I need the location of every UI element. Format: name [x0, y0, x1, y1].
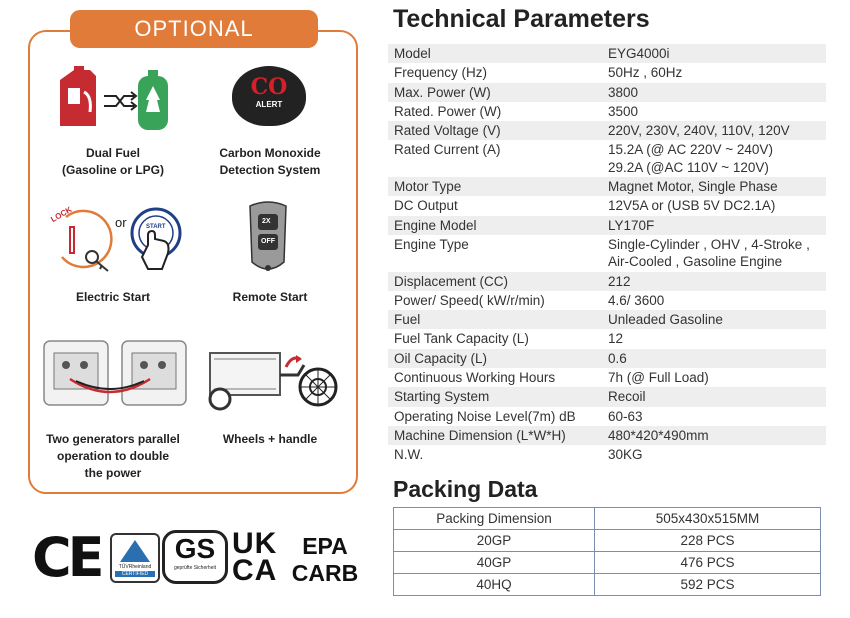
spec-value	[602, 426, 826, 445]
spec-row	[388, 329, 826, 348]
spec-value	[602, 44, 826, 63]
spec-key: Fuel Tank Capacity (L)	[394, 331, 529, 347]
spec-key: Continuous Working Hours	[394, 370, 556, 386]
spec-value-line: LY170F	[608, 217, 655, 233]
feature-remote-start-label: Remote Start	[232, 290, 308, 304]
spec-row	[388, 426, 826, 445]
spec-value	[602, 235, 826, 272]
packing-row	[394, 530, 821, 552]
spec-value-line: 4.6/ 3600	[608, 292, 665, 308]
spec-value-line: 15.2A (@ AC 220V ~ 240V)	[608, 142, 773, 158]
spec-row	[388, 368, 826, 387]
packing-value-cell: 505x430x515MM	[595, 508, 821, 530]
spec-key: Rated Voltage (V)	[388, 121, 602, 140]
spec-key: Displacement (CC)	[388, 272, 602, 291]
spec-key: Max. Power (W)	[388, 83, 602, 102]
spec-value-line: 12V5A or (USB 5V DC2.1A)	[608, 198, 776, 214]
spec-row	[388, 272, 826, 291]
spec-value-line: Air-Cooled , Gasoline Engine	[608, 254, 783, 270]
spec-key: Starting System	[388, 387, 602, 406]
spec-value	[602, 196, 826, 215]
spec-value-line: 29.2A (@AC 110V ~ 120V)	[608, 159, 769, 175]
spec-value	[602, 368, 826, 387]
spec-key: Oil Capacity (L)	[388, 349, 602, 368]
ukca-mark-logo	[232, 527, 278, 587]
spec-value	[602, 272, 826, 291]
spec-value	[602, 291, 826, 310]
spec-value-line: 50Hz , 60Hz	[608, 65, 683, 81]
spec-value-line: 30KG	[608, 447, 643, 463]
feature-wheels-label: Wheels + handle	[222, 432, 318, 446]
feature-co-detection-label: Carbon Monoxide Detection System	[219, 146, 321, 177]
gs-text: GS	[174, 533, 216, 564]
spec-row	[388, 216, 826, 235]
spec-value-line: Single-Cylinder , OHV , 4-Stroke ,	[608, 236, 810, 252]
fob-button-text: 2X	[262, 218, 271, 225]
packing-row	[394, 508, 821, 530]
tuv-rheinland-logo	[110, 533, 160, 583]
spec-key: N.W.	[394, 447, 424, 463]
spec-row	[388, 196, 826, 215]
spec-row	[388, 177, 826, 196]
spec-value-line: 0.6	[608, 350, 627, 366]
spec-value-line: EYG4000i	[608, 46, 670, 61]
spec-value-line: Recoil	[608, 389, 646, 405]
spec-row	[388, 387, 826, 406]
spec-value	[602, 102, 826, 121]
packing-row	[394, 574, 821, 596]
ukca-bottom-text: CA	[232, 554, 278, 587]
packing-value-cell: 592 PCS	[595, 574, 821, 596]
feature-electric-start-label: Electric Start	[75, 290, 151, 304]
fob-button-text: OFF	[261, 238, 275, 245]
spec-value	[602, 63, 826, 82]
spec-value	[602, 121, 826, 140]
spec-key: Engine Type	[394, 236, 469, 252]
spec-key: Rated Current (A)	[394, 142, 501, 158]
feature-dual-fuel-label: Dual Fuel (Gasoline or LPG)	[61, 146, 164, 177]
packing-label-cell: Packing Dimension	[394, 508, 595, 530]
packing-value-cell: 228 PCS	[595, 530, 821, 552]
co-alert-icon	[232, 66, 306, 126]
spec-value	[602, 310, 826, 329]
or-text: or	[115, 215, 127, 230]
spec-key: DC Output	[394, 198, 458, 214]
spec-row	[388, 102, 826, 121]
carb-text: CARB	[291, 560, 359, 586]
spec-key: Operating Noise Level(7m) dB	[394, 408, 576, 424]
spec-row	[388, 235, 826, 272]
ukca-top-text: UK	[232, 527, 278, 560]
spec-row	[388, 63, 826, 82]
spec-value-line: 3500	[608, 103, 639, 119]
packing-label-cell: 20GP	[394, 530, 595, 552]
spec-key: Fuel	[388, 310, 602, 329]
packing-label-cell: 40HQ	[394, 574, 595, 596]
spec-value-line: 12	[608, 331, 624, 347]
packing-row	[394, 552, 821, 574]
gs-subtext: geprüfte Sicherheit	[174, 565, 216, 571]
spec-value	[602, 445, 826, 464]
technical-parameters-table	[388, 44, 826, 465]
spec-value	[602, 216, 826, 235]
ce-mark-logo: CE	[32, 526, 101, 589]
lock-text: LOCK	[49, 204, 74, 225]
spec-value-line: 212	[608, 273, 631, 289]
gs-mark-logo	[162, 530, 228, 584]
spec-key: Frequency (Hz)	[394, 65, 488, 81]
spec-value-line: 220V, 230V, 240V, 110V, 120V	[608, 123, 790, 139]
parallel-generators-icon	[40, 335, 190, 415]
tuv-triangle-icon	[112, 538, 158, 564]
spec-row	[388, 83, 826, 102]
spec-value-line: 7h (@ Full Load)	[608, 370, 709, 386]
epa-text: EPA	[302, 533, 348, 559]
spec-row	[388, 310, 826, 329]
technical-parameters-title: Technical Parameters	[393, 5, 650, 33]
tuv-text: TÜVRheinland	[118, 564, 152, 570]
epa-carb-mark	[290, 533, 360, 587]
spec-row	[388, 44, 826, 63]
spec-row	[388, 407, 826, 426]
co-alert-icon-subtext: ALERT	[255, 100, 283, 109]
feature-parallel-label: Two generators parallel operation to double the power	[46, 432, 180, 480]
spec-value-line: 3800	[608, 84, 639, 100]
packing-label-cell: 40GP	[394, 552, 595, 574]
co-alert-icon-text: CO	[250, 74, 288, 100]
spec-key: Power/ Speed( kW/r/min)	[394, 292, 545, 308]
spec-row	[388, 140, 826, 177]
packing-data-title: Packing Data	[393, 476, 538, 502]
tuv-certified-text: CERTIFIED	[115, 571, 155, 577]
spec-value	[602, 329, 826, 348]
spec-value-line: Magnet Motor, Single Phase	[608, 179, 778, 195]
spec-key: Machine Dimension (L*W*H)	[388, 426, 602, 445]
fuel-can-lpg-tank-icon	[54, 66, 184, 132]
spec-value	[602, 140, 826, 177]
spec-value-line: 60-63	[608, 408, 643, 424]
spec-row	[388, 445, 826, 464]
packing-value-cell: 476 PCS	[595, 552, 821, 574]
spec-value	[602, 177, 826, 196]
spec-row	[388, 349, 826, 368]
spec-value	[602, 83, 826, 102]
spec-key: Motor Type	[388, 177, 602, 196]
spec-value-line: Unleaded Gasoline	[608, 312, 723, 328]
packing-data-table	[393, 507, 821, 596]
spec-key: Model	[388, 44, 602, 63]
spec-row	[388, 121, 826, 140]
start-text: START	[146, 224, 166, 230]
spec-value	[602, 349, 826, 368]
spec-key: Rated. Power (W)	[394, 103, 502, 119]
spec-value	[602, 387, 826, 406]
spec-row	[388, 291, 826, 310]
spec-key: Engine Model	[388, 216, 602, 235]
wheels-handle-icon	[200, 345, 340, 415]
spec-value-line: 480*420*490mm	[608, 427, 709, 443]
optional-badge: OPTIONAL	[70, 10, 318, 48]
spec-value	[602, 407, 826, 426]
